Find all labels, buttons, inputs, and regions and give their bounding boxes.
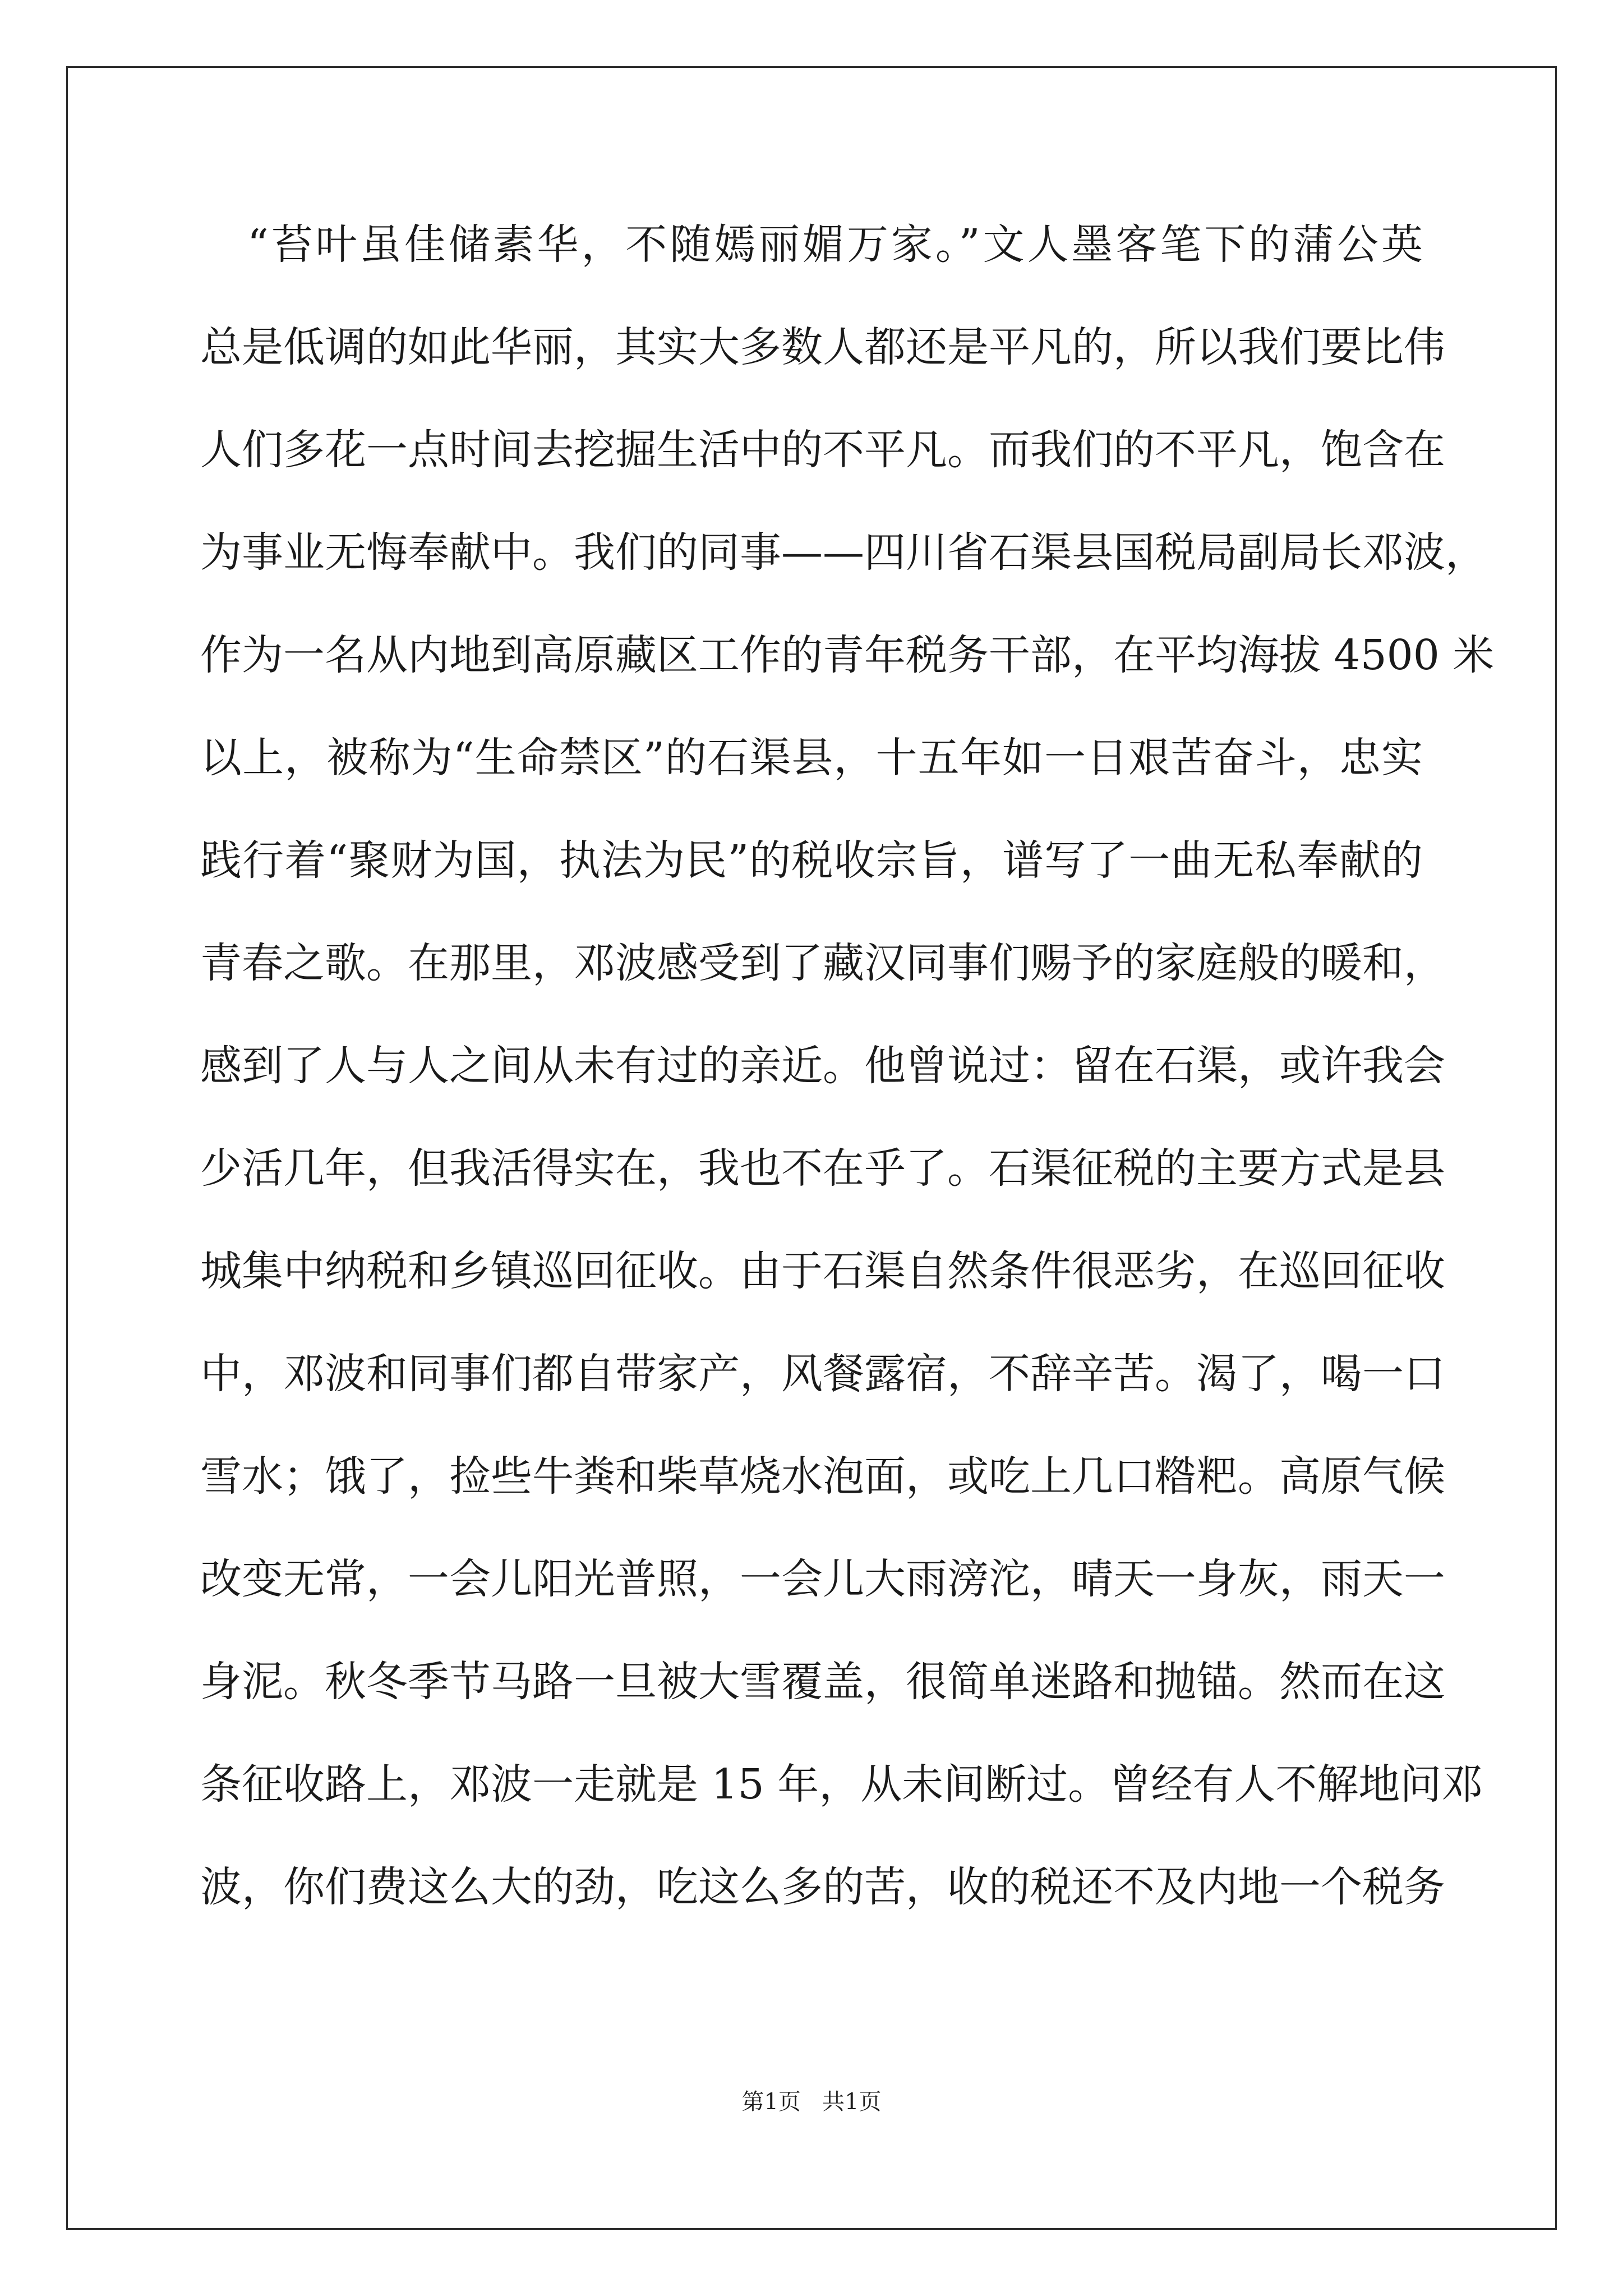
text-line: 以上，被称为“生命禁区”的石渠县，十五年如一日艰苦奋斗，忠实 — [200, 734, 1423, 782]
text-line: 践行着“聚财为国，执法为民”的税收宗旨，谱写了一曲无私奉献的 — [200, 836, 1423, 885]
text-line: 人们多花一点时间去挖掘生活中的不平凡。而我们的不平凡，饱含在 — [200, 426, 1445, 474]
text-line: 改变无常，一会儿阳光普照，一会儿大雨滂沱，晴天一身灰，雨天一 — [200, 1555, 1445, 1603]
text-line: 青春之歌。在那里，邓波感受到了藏汉同事们赐予的家庭般的暖和， — [200, 939, 1445, 987]
text-line: 雪水；饿了，捡些牛粪和柴草烧水泡面，或吃上几口糌粑。高原气候 — [200, 1452, 1445, 1501]
text-line: 身泥。秋冬季节马路一旦被大雪覆盖，很简单迷路和抛锚。然而在这 — [200, 1658, 1445, 1706]
text-line: 波，你们费这么大的劲，吃这么多的苦，收的税还不及内地一个税务 — [200, 1863, 1445, 1911]
text-line: “苔叶虽佳储素华，不随嫣丽媚万家。”文人墨客笔下的蒲公英 — [247, 220, 1423, 269]
body-paragraph — [200, 219, 1495, 1964]
page-footer: 第1页 共1页 — [741, 2089, 882, 2115]
text-line: 少活几年，但我活得实在，我也不在乎了。石渠征税的主要方式是县 — [200, 1144, 1445, 1193]
text-line: 城集中纳税和乡镇巡回征收。由于石渠自然条件很恶劣，在巡回征收 — [200, 1247, 1445, 1295]
text-line: 总是低调的如此华丽，其实大多数人都还是平凡的，所以我们要比伟 — [200, 323, 1445, 371]
text-line: 感到了人与人之间从未有过的亲近。他曾说过：留在石渠，或许我会 — [200, 1042, 1445, 1090]
text-line: 条征收路上，邓波一走就是 15 年，从未间断过。曾经有人不解地问邓 — [200, 1760, 1483, 1809]
text-line: 为事业无悔奉献中。我们的同事——四川省石渠县国税局副局长邓波， — [200, 528, 1487, 577]
text-line: 作为一名从内地到高原藏区工作的青年税务干部，在平均海拔 4500 米 — [200, 631, 1495, 679]
text-line: 中，邓波和同事们都自带家产，风餐露宿，不辞辛苦。渴了，喝一口 — [200, 1350, 1445, 1398]
